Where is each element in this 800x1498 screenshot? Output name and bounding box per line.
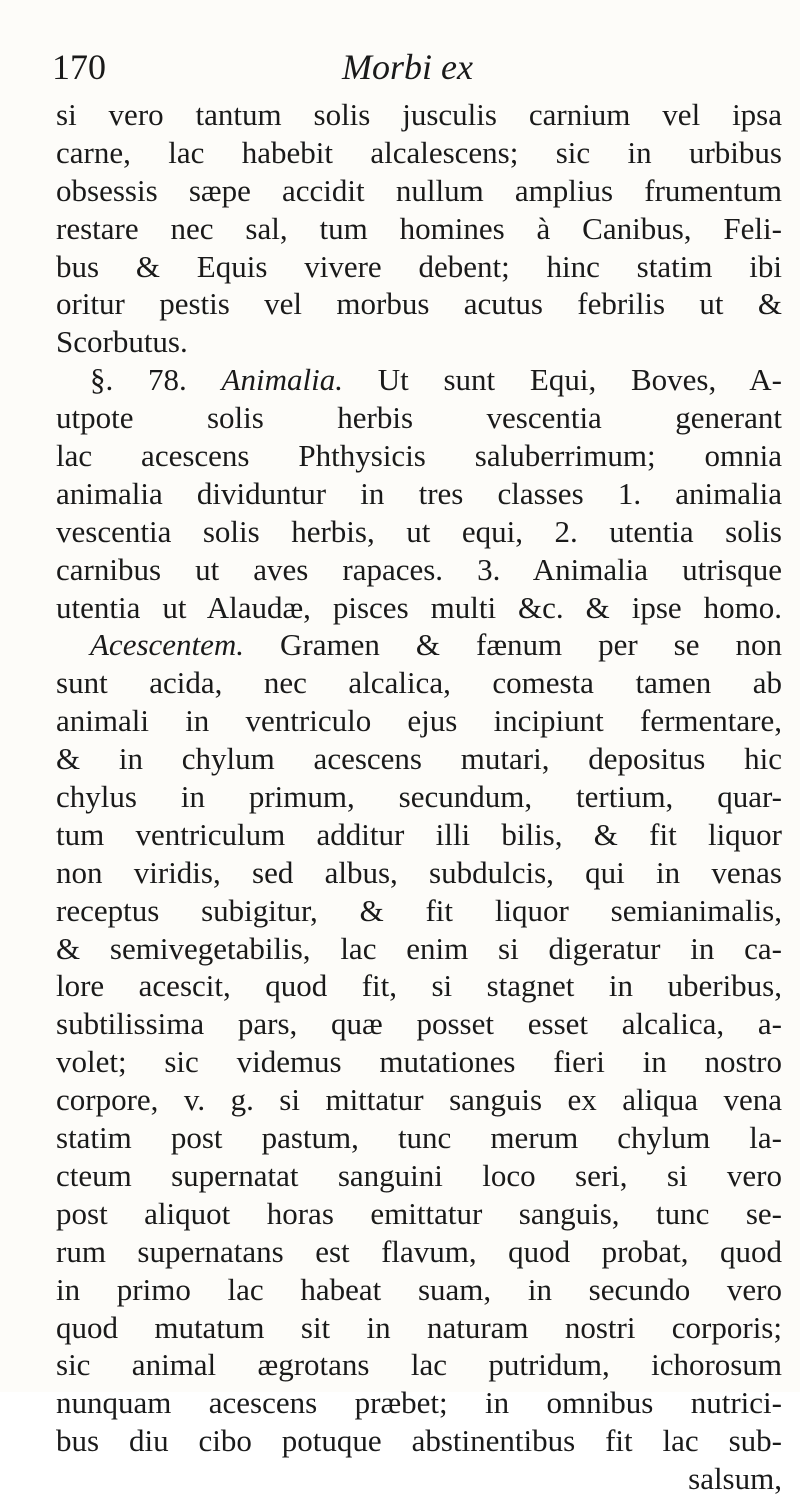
text-line: si vero tantum solis jusculis carnium vel ipsa: [56, 97, 782, 132]
text-line: nunquam acescens præbet; in omnibus nutrici-: [56, 1385, 782, 1421]
text-line: cteum supernatat sanguini loco seri, si vero: [56, 1157, 782, 1193]
text-line: Scorbutus.: [56, 324, 188, 360]
text-segment: Gramen & fænum per se non: [280, 627, 782, 663]
text-line: lac acescens Phthysicis saluberrimum; omnia: [56, 438, 782, 474]
text-line: in primo lac habeat suam, in secundo vero: [56, 1271, 782, 1307]
text-line: utpote solis herbis vescentia generant: [56, 400, 782, 436]
text-line: obsessis sæpe accidit nullum amplius frumentum: [56, 172, 782, 208]
text-line: subtilissima pars, quæ posset esset alcalica, a-: [56, 1006, 782, 1042]
text-line: statim post pastum, tunc merum chylum la-: [56, 1120, 782, 1156]
text-line: bus & Equis vivere debent; hinc statim ibi: [56, 248, 782, 284]
text-line: lore acescit, quod fit, si stagnet in uberibus,: [56, 968, 782, 1004]
text-line: sic animal ægrotans lac putridum, ichorosum: [56, 1347, 782, 1383]
text-line: carne, lac habebit alcalescens; sic in urbibus: [56, 134, 782, 170]
text-line: bus diu cibo potuque abstinentibus fit lac sub-: [56, 1423, 782, 1459]
text-line: post aliquot horas emittatur sanguis, tunc se-: [56, 1195, 782, 1231]
text-line: animali in ventriculo ejus incipiunt fermentare,: [56, 703, 782, 739]
text-line: & semivegetabilis, lac enim si digeratur in ca-: [56, 930, 782, 966]
page-number: 170: [52, 47, 106, 87]
text-line: volet; sic videmus mutationes fieri in nostro: [56, 1044, 782, 1080]
running-head: Morbi ex: [342, 47, 473, 87]
text-line: chylus in primum, secundum, tertium, quar-: [56, 779, 782, 815]
text-line: non viridis, sed albus, subdulcis, qui in venas: [56, 854, 782, 890]
text-line: quod mutatum sit in naturam nostri corporis;: [56, 1309, 782, 1345]
text-line: rum supernatans est flavum, quod probat, quod: [56, 1233, 782, 1269]
text-line: receptus subigitur, & fit liquor semianimalis,: [56, 892, 782, 928]
text-segment: Ut sunt Equi, Boves, A-: [377, 362, 782, 398]
text-line: corpore, v. g. si mittatur sanguis ex aliqua vena: [56, 1082, 782, 1118]
paragraph-term: Animalia.: [221, 362, 343, 398]
paragraph-term: Acescentem.: [90, 627, 245, 663]
text-line: animalia dividuntur in tres classes 1. animalia: [56, 475, 782, 511]
text-line: tum ventriculum additur illi bilis, & fit liquor: [56, 816, 782, 852]
page-header: [52, 42, 782, 92]
text-line: carnibus ut aves rapaces. 3. Animalia utrisque: [56, 551, 782, 587]
text-line: utentia ut Alaudæ, pisces multi &c. & ipse homo.: [56, 589, 782, 625]
text-line: vescentia solis herbis, ut equi, 2. utentia solis: [56, 513, 782, 549]
text-line: & in chylum acescens mutari, depositus hic: [56, 741, 782, 777]
paragraph-heading-78: [56, 361, 782, 399]
text-line: sunt acida, nec alcalica, comesta tamen ab: [56, 665, 782, 701]
body-text: [56, 96, 782, 1498]
text-line: oritur pestis vel morbus acutus febrilis ut &: [56, 286, 782, 322]
text-line: restare nec sal, tum homines à Canibus, Feli-: [56, 210, 782, 246]
catchword: salsum,: [688, 1461, 782, 1497]
paragraph-acescentem: [56, 626, 782, 664]
section-number: §. 78.: [90, 362, 187, 398]
